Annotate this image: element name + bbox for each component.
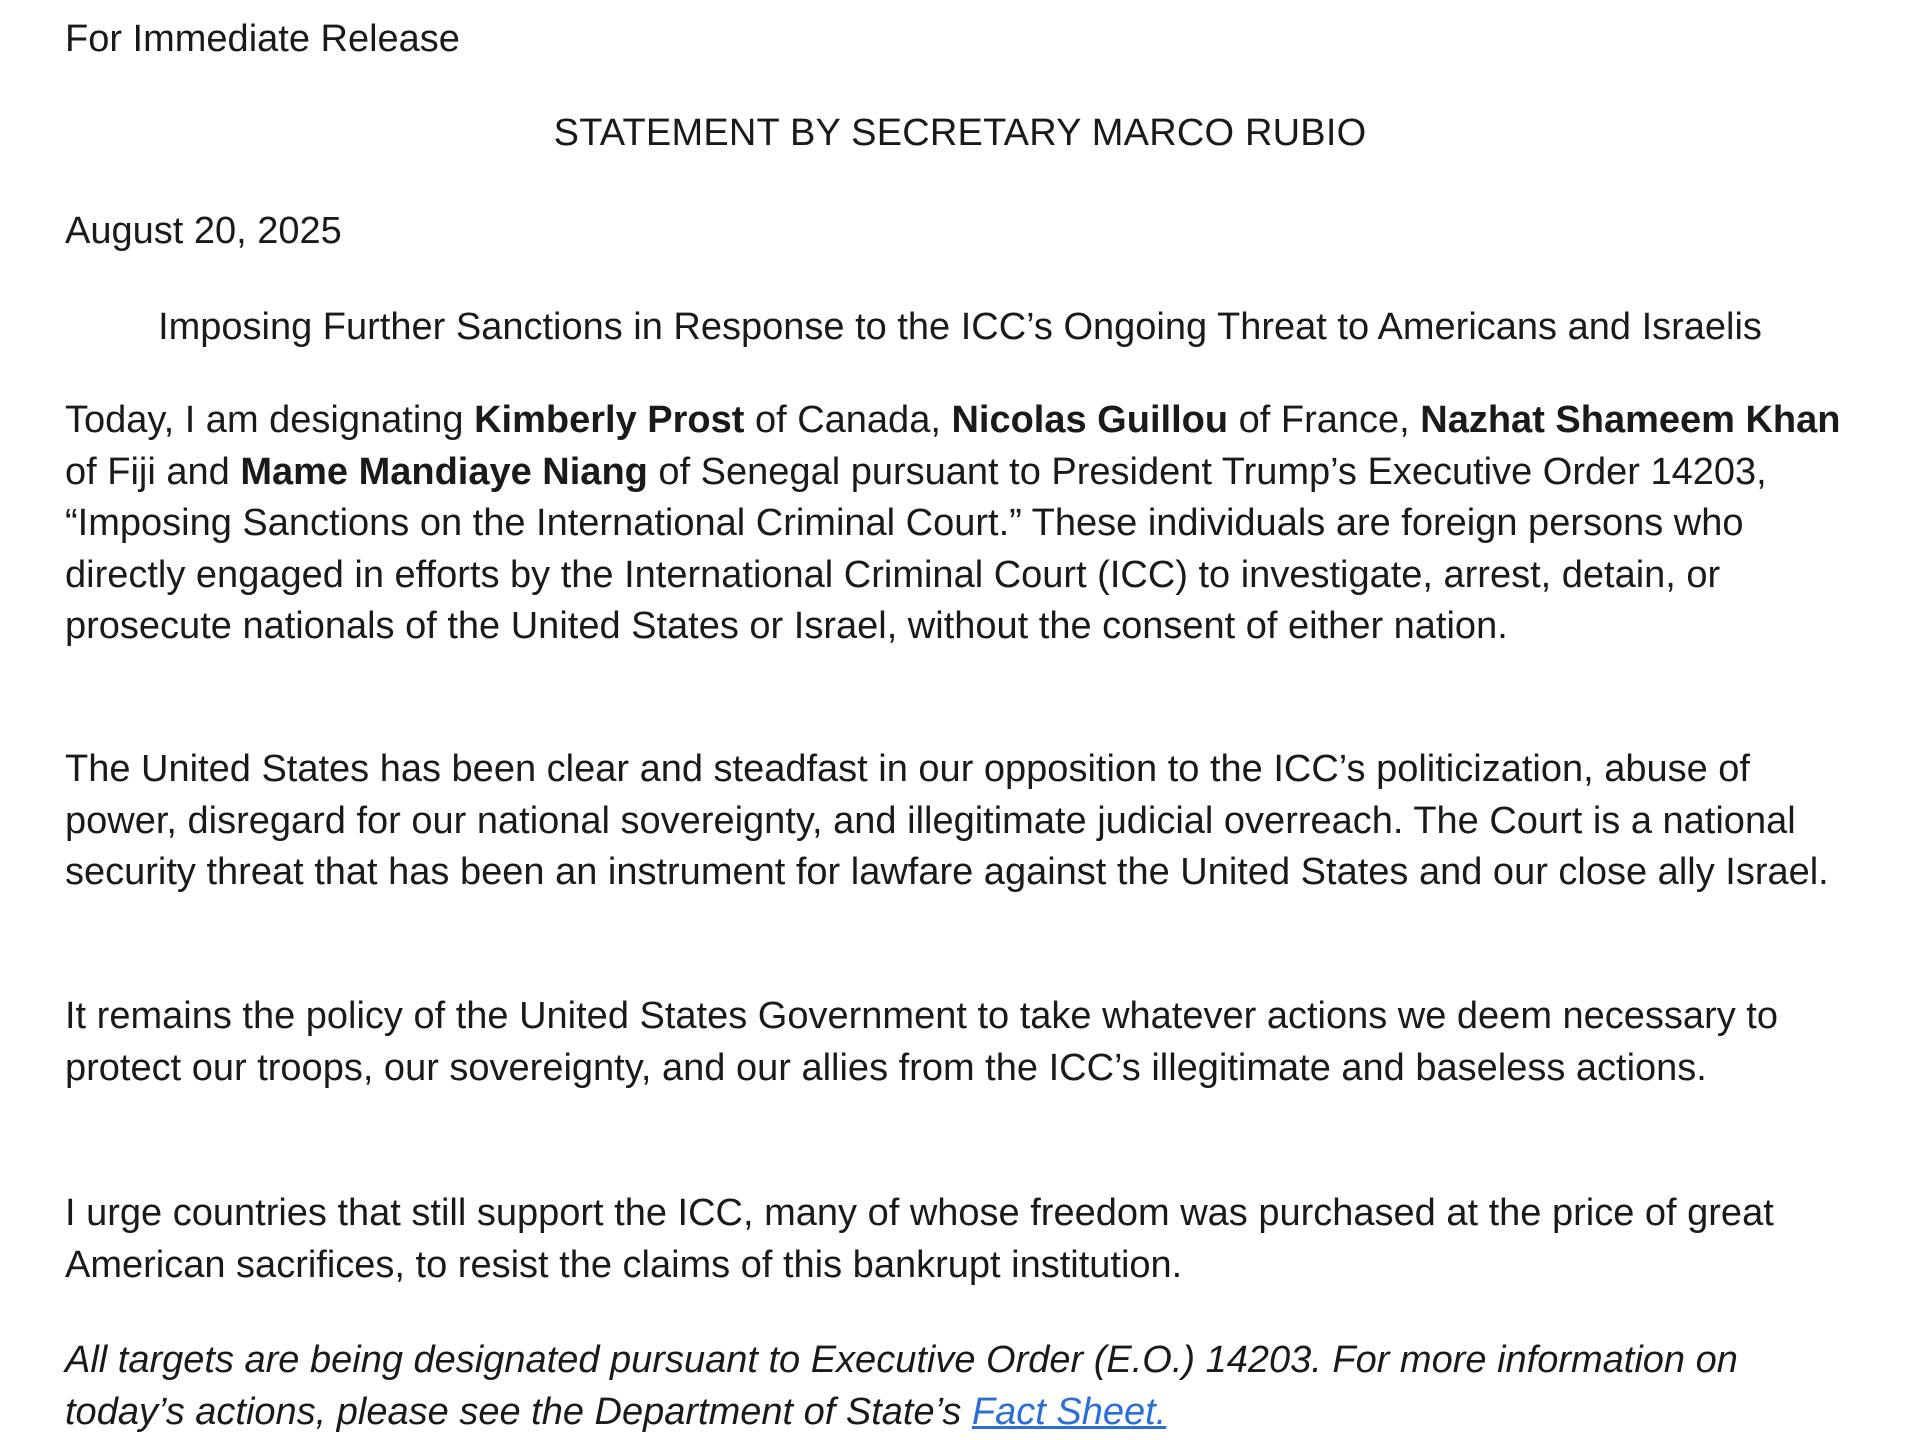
- release-label: For Immediate Release: [65, 18, 460, 60]
- fact-sheet-link[interactable]: Fact Sheet.: [971, 1390, 1167, 1433]
- paragraph-opposition: The United States has been clear and steadfast in our opposition to the ICC’s politicization, abuse of power, disregard for our national sovereignty, and illegitimate judicial overreach. The Court is a national security threat that has been an instrument for lawfare against the United States and our close ally Israel.: [65, 748, 1829, 893]
- designee-name-khan: Nazhat Shameem Khan: [1420, 399, 1841, 441]
- designee-name-prost: Kimberly Prost: [474, 399, 745, 441]
- p1-text-4: of Fiji and: [65, 450, 241, 493]
- statement-date: August 20, 2025: [65, 210, 342, 252]
- paragraph-policy: It remains the policy of the United States Government to take whatever actions we deem necessary to protect our troops, our sovereignty, and our allies from the ICC’s illegitimate and baseless actions.: [65, 995, 1778, 1089]
- paragraph-urge: I urge countries that still support the ICC, many of whose freedom was purchased at the price of great American sacrifices, to resist the claims of this bankrupt institution.: [65, 1192, 1774, 1286]
- p1-text-2: of Canada,: [744, 399, 952, 441]
- statement-title: STATEMENT BY SECRETARY MARCO RUBIO: [553, 112, 1367, 154]
- p1-text-5: of Senegal pursuant to President Trump’s Executive Order 14203, “Imposing Sanctions on the International Criminal Court.” These individuals are foreign persons who directly engaged in efforts by the International Criminal Court (ICC) to investigate, arrest, detain, or prosecute nationals of the United States or Israel, without the consent of either nation.: [65, 450, 1767, 647]
- designee-name-guillou: Nicolas Guillou: [951, 399, 1229, 441]
- designee-name-niang: Mame Mandiaye Niang: [240, 450, 648, 493]
- statement-subtitle: Imposing Further Sanctions in Response to the ICC’s Ongoing Threat to Americans and Israelis: [158, 306, 1762, 348]
- paragraph-footnote: [65, 1335, 1865, 1438]
- paragraph-designations: [65, 395, 1865, 653]
- footnote-text: All targets are being designated pursuant to Executive Order (E.O.) 14203. For more information on today’s actions, please see the Department of State’s: [65, 1339, 1738, 1433]
- p1-text-3: of France,: [1228, 399, 1421, 441]
- p1-text-1: Today, I am designating: [65, 399, 475, 441]
